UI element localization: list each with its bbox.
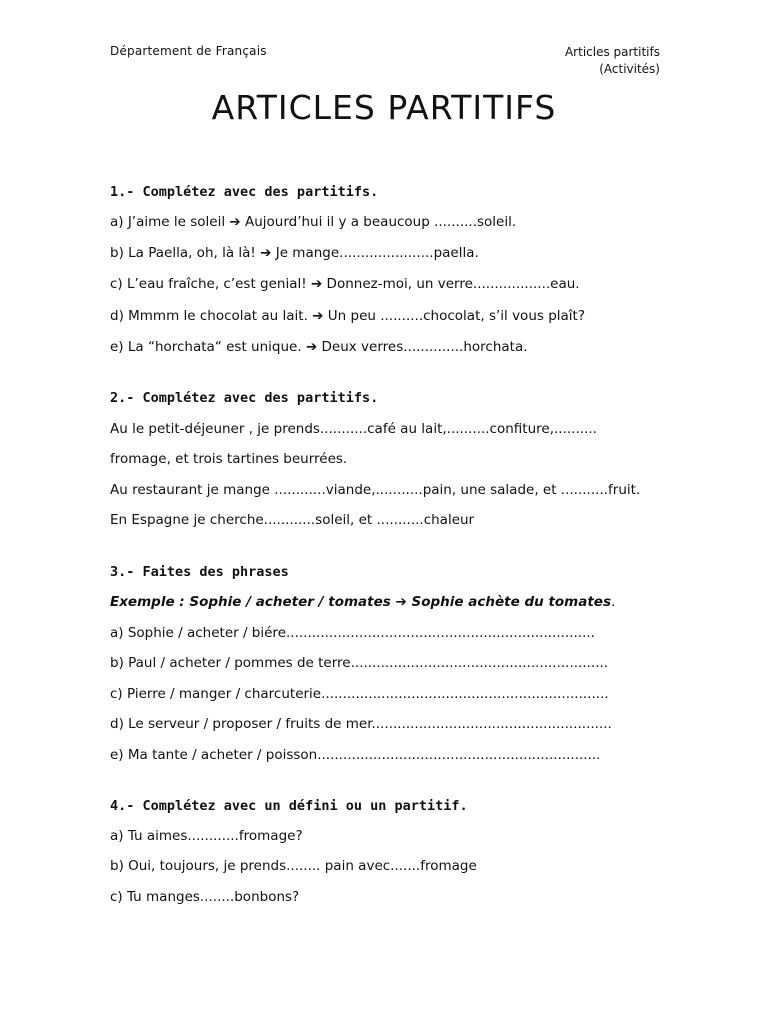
exercise-4-item-c: c) Tu manges........bonbons? xyxy=(110,889,300,905)
page-title: ARTICLES PARTITIFS xyxy=(211,88,557,127)
exercise-1-item-d: d) Mmmm le chocolat au lait. ➔ Un peu ..........chocolat, s’il vous plaît? xyxy=(110,308,585,324)
topic-header xyxy=(565,44,660,78)
exercise-1-item-a: a) J’aime le soleil ➔ Aujourd’hui il y a beaucoup ..........soleil. xyxy=(110,214,517,230)
exercise-3-example xyxy=(110,594,615,610)
exercise-3-item-c: c) Pierre / manger / charcuterie................................................................... xyxy=(110,686,609,702)
exercise-3-item-a: a) Sophie / acheter / biére........................................................................ xyxy=(110,625,595,641)
exercise-1-item-e: e) La “horchata“ est unique. ➔ Deux verres..............horchata. xyxy=(110,339,528,355)
exercise-1-item-c: c) L’eau fraîche, c’est genial! ➔ Donnez-moi, un verre..................eau. xyxy=(110,276,580,292)
example-period: . xyxy=(611,594,616,610)
exercise-1-item-b: b) La Paella, oh, là là! ➔ Je mange......................paella. xyxy=(110,245,479,261)
exercise-2-line-1: Au le petit-déjeuner , je prends...........café au lait,..........confiture,.......... xyxy=(110,421,597,437)
exercise-4-item-b: b) Oui, toujours, je prends........ pain avec.......fromage xyxy=(110,858,477,874)
section-4-title: 4.- Complétez avec un défini ou un partitif. xyxy=(110,798,468,814)
section-3-title: 3.- Faites des phrases xyxy=(110,564,289,580)
topic-header-line1: Articles partitifs xyxy=(564,45,660,59)
exercise-3-item-b: b) Paul / acheter / pommes de terre............................................................ xyxy=(110,655,609,671)
topic-header-line2: (Activités) xyxy=(599,62,660,76)
exercise-2-line-2: fromage, et trois tartines beurrées. xyxy=(110,451,348,467)
exercise-3-item-e: e) Ma tante / acheter / poisson.................................................................. xyxy=(110,747,601,763)
example-sentence: Exemple : Sophie / acheter / tomates ➔ Sophie achète du tomates xyxy=(110,594,611,610)
exercise-2-line-4: En Espagne je cherche............soleil, et ...........chaleur xyxy=(110,512,475,528)
section-1-title: 1.- Complétez avec des partitifs. xyxy=(110,184,379,200)
exercise-3-item-d: d) Le serveur / proposer / fruits de mer........................................................ xyxy=(110,716,612,732)
exercise-2-line-3: Au restaurant je mange ............viande,...........pain, une salade, et ...........fruit. xyxy=(110,482,641,498)
section-2-title: 2.- Complétez avec des partitifs. xyxy=(110,390,379,406)
department-header: Département de Français xyxy=(110,44,267,58)
exercise-4-item-a: a) Tu aimes............fromage? xyxy=(110,828,303,844)
